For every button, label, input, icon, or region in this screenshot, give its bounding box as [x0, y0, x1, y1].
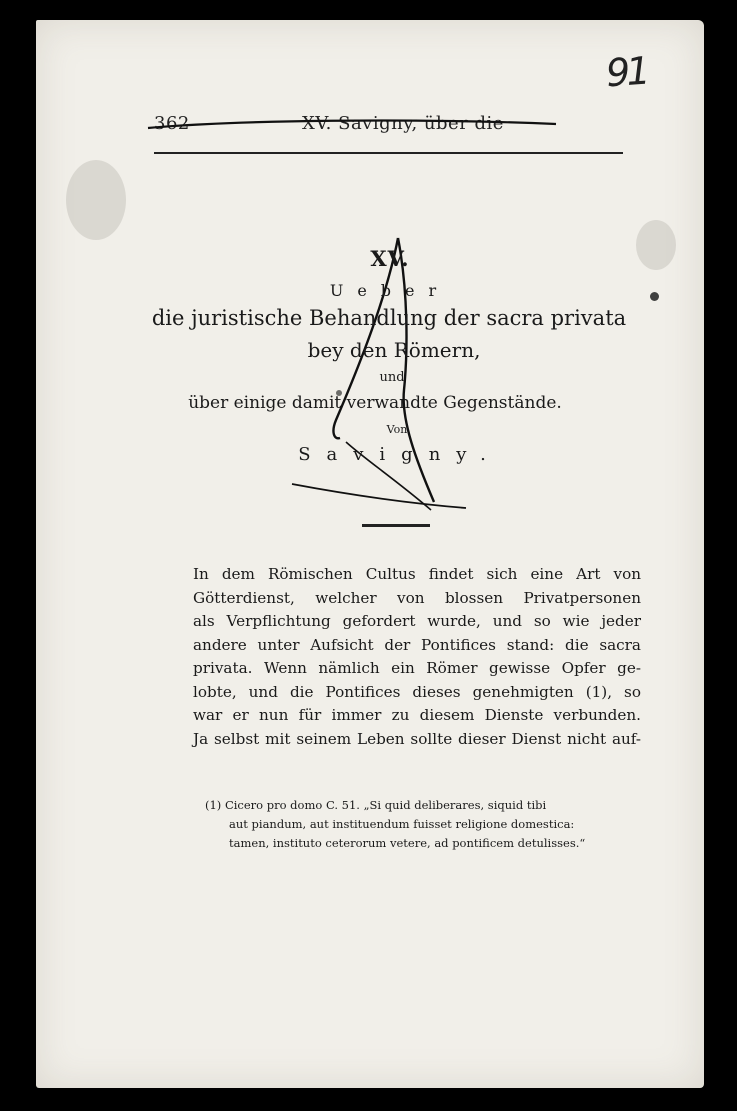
- footnote-line: aut piandum, aut instituendum fuisset religione domestica:: [229, 817, 575, 831]
- body-line: Ja selbst mit seinem Leben sollte dieser Dienst nicht auf-: [193, 729, 641, 748]
- header-rule: [154, 152, 623, 154]
- footnote-line: (1) Cicero pro domo C. 51. „Si quid deliberares, siquid tibi: [205, 798, 547, 812]
- footnote-line: tamen, instituto ceterorum vetere, ad pontificem detulisses.“: [229, 836, 586, 850]
- title-ueber: Ueber: [329, 281, 451, 300]
- author-strike-line: [292, 484, 466, 508]
- body-line: andere unter Aufsicht der Pontifices stand: die sacra: [193, 635, 641, 654]
- title-von: Von: [386, 423, 408, 436]
- title-line-3: über einige damit verwandte Gegenstände.: [188, 393, 562, 413]
- handwritten-page-number: 91: [604, 48, 648, 96]
- pen-strike-marks: [36, 20, 704, 1088]
- chapter-number: XV.: [370, 246, 410, 271]
- title-author: Savigny.: [298, 444, 502, 465]
- document-page: [36, 20, 704, 1088]
- body-line: In dem Römischen Cultus findet sich eine Art von: [193, 565, 641, 583]
- running-head-text: XV. Savigny, über die: [302, 113, 504, 134]
- title-line-2: bey den Römern,: [307, 338, 481, 362]
- running-head-page: 362: [154, 113, 190, 134]
- body-paragraph: [193, 563, 641, 751]
- title-line-1: die juristische Behandlung der sacra privata: [151, 306, 627, 330]
- paper-stain: [66, 160, 126, 240]
- title-rule: [362, 524, 430, 527]
- title-block: [36, 246, 704, 465]
- body-line: lobte, und die Pontifices dieses genehmigten (1), so: [193, 682, 641, 701]
- footnote: [205, 796, 635, 853]
- body-line: Götterdienst, welcher von blossen Privatpersonen: [193, 588, 641, 607]
- body-line: privata. Wenn nämlich ein Römer gewisse Opfer ge-: [193, 659, 641, 677]
- body-line: war er nun für immer zu diesem Dienste verbunden.: [193, 706, 641, 724]
- title-und: und: [379, 370, 405, 385]
- body-line: als Verpflichtung gefordert wurde, und so wie jeder: [193, 612, 641, 630]
